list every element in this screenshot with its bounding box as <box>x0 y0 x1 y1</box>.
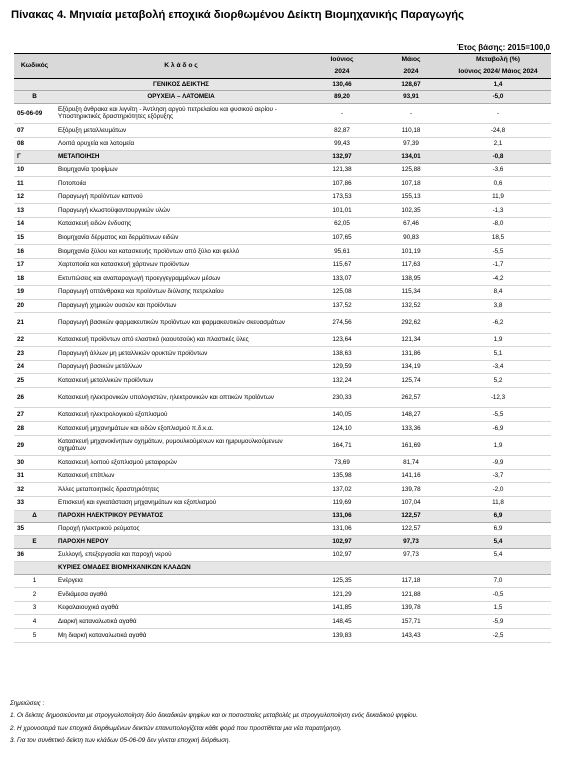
table-row <box>14 333 551 347</box>
row-name: ΠΑΡΟΧΗ ΝΕΡΟΥ <box>55 536 307 548</box>
row-name: Κατασκευή ειδών ένδυσης <box>55 217 307 231</box>
row-code: 36 <box>14 548 55 562</box>
row-may: 122,57 <box>377 510 445 522</box>
row-may: 101,19 <box>377 245 445 259</box>
row-code: 4 <box>14 615 55 629</box>
row-june: 137,52 <box>307 299 377 313</box>
row-code: 5 <box>14 629 55 643</box>
row-may: 117,63 <box>377 258 445 272</box>
row-code: 19 <box>14 285 55 299</box>
row-code: 26 <box>14 387 55 408</box>
row-change: -5,5 <box>445 408 551 422</box>
row-code: 08 <box>14 137 55 151</box>
row-may: 110,18 <box>377 124 445 138</box>
row-change: -0,5 <box>445 588 551 602</box>
row-name: Κατασκευή μεταλλικών προϊόντων <box>55 374 307 388</box>
row-may: 138,95 <box>377 272 445 286</box>
row-june: 141,85 <box>307 601 377 615</box>
table-row <box>14 217 551 231</box>
row-june: 107,65 <box>307 231 377 245</box>
row-may: 139,78 <box>377 483 445 497</box>
table-row <box>14 574 551 588</box>
row-code: 32 <box>14 483 55 497</box>
row-name: Βιομηχανία δέρματος και δερμάτινων ειδών <box>55 231 307 245</box>
row-may: 93,91 <box>377 91 445 103</box>
row-change: -0,8 <box>445 151 551 163</box>
row-change: 1,9 <box>445 333 551 347</box>
row-may: 97,73 <box>377 548 445 562</box>
row-change: -5,9 <box>445 615 551 629</box>
row-code: 24 <box>14 360 55 374</box>
row-may: 117,18 <box>377 574 445 588</box>
row-name: Παραγωγή χημικών ουσιών και προϊόντων <box>55 299 307 313</box>
row-code: 11 <box>14 177 55 191</box>
row-may: 121,34 <box>377 333 445 347</box>
row-may: 148,27 <box>377 408 445 422</box>
table-row-section-e <box>14 536 551 548</box>
table-row <box>14 258 551 272</box>
row-code: 35 <box>14 522 55 536</box>
row-name: Μη διαρκή καταναλωτικά αγαθά <box>55 629 307 643</box>
table-row <box>14 374 551 388</box>
row-name: Κατασκευή επίπλων <box>55 469 307 483</box>
row-code: 13 <box>14 204 55 218</box>
table-row <box>14 285 551 299</box>
row-june: 132,97 <box>307 151 377 163</box>
header-change-title: Μεταβολή (%) <box>445 54 551 67</box>
table-row <box>14 347 551 361</box>
row-june: 131,06 <box>307 510 377 522</box>
footnote-3: 3. Για τον συνθετικό δείκτη των κλάδων 05-06-09 δεν γίνεται εποχική διόρθωση. <box>10 737 231 745</box>
row-change: -6,2 <box>445 313 551 334</box>
row-may: 125,74 <box>377 374 445 388</box>
row-name: Άλλες μεταποιητικές δραστηριότητες <box>55 483 307 497</box>
row-change: -2,0 <box>445 483 551 497</box>
row-code: 16 <box>14 245 55 259</box>
table-row <box>14 435 551 456</box>
row-name: ΠΑΡΟΧΗ ΗΛΕΚΤΡΙΚΟΥ ΡΕΥΜΑΤΟΣ <box>55 510 307 522</box>
table-row <box>14 456 551 470</box>
row-change: -3,7 <box>445 469 551 483</box>
row-may: 292,62 <box>377 313 445 334</box>
row-change: -6,9 <box>445 422 551 436</box>
table-header-row <box>14 54 551 67</box>
row-name: Κεφαλαιουχικά αγαθά <box>55 601 307 615</box>
row-june: 82,87 <box>307 124 377 138</box>
row-change: 11,8 <box>445 496 551 510</box>
row-june: 124,10 <box>307 422 377 436</box>
table-row <box>14 469 551 483</box>
row-name: Κατασκευή ηλεκτρολογικού εξοπλισμού <box>55 408 307 422</box>
row-june: 102,97 <box>307 548 377 562</box>
table-row <box>14 496 551 510</box>
row-may: 97,39 <box>377 137 445 151</box>
row-change: 1,9 <box>445 435 551 456</box>
header-col2-month: Μάιος <box>377 54 445 67</box>
header-col1-year: 2024 <box>307 66 377 79</box>
row-change: -9,9 <box>445 456 551 470</box>
footnotes-heading: Σημειώσεις : <box>10 700 45 707</box>
row-name: Παραγωγή προϊόντων καπνού <box>55 190 307 204</box>
row-may: 121,88 <box>377 588 445 602</box>
row-code: Γ <box>14 151 55 163</box>
row-may: 262,57 <box>377 387 445 408</box>
row-name: Παραγωγή βασικών φαρμακευτικών προϊόντων και φαρμακευτικών σκευασμάτων <box>55 313 307 334</box>
row-june: 164,71 <box>307 435 377 456</box>
table-row-section-d <box>14 510 551 522</box>
row-name: Παροχή ηλεκτρικού ρεύματος <box>55 522 307 536</box>
row-may: 107,18 <box>377 177 445 191</box>
row-code: 23 <box>14 347 55 361</box>
row-june: - <box>307 103 377 124</box>
row-change: - <box>445 103 551 124</box>
table-title: Πίνακας 4. Μηνιαία μεταβολή εποχικά διορθωμένου Δείκτη Βιομηχανικής Παραγωγής <box>11 9 464 21</box>
row-change: -2,5 <box>445 629 551 643</box>
row-may: 134,19 <box>377 360 445 374</box>
row-change: -12,3 <box>445 387 551 408</box>
index-table <box>14 53 551 643</box>
table-row <box>14 245 551 259</box>
row-change: 8,4 <box>445 285 551 299</box>
row-change: 11,9 <box>445 190 551 204</box>
row-name: Συλλογή, επεξεργασία και παροχή νερού <box>55 548 307 562</box>
table-row <box>14 299 551 313</box>
row-code: 25 <box>14 374 55 388</box>
table-row <box>14 387 551 408</box>
table-row <box>14 137 551 151</box>
row-may: 139,78 <box>377 601 445 615</box>
row-name: Διαρκή καταναλωτικά αγαθά <box>55 615 307 629</box>
row-name: Ποτοποιία <box>55 177 307 191</box>
row-may: 102,35 <box>377 204 445 218</box>
table-row <box>14 483 551 497</box>
row-change: -1,3 <box>445 204 551 218</box>
row-may: 133,36 <box>377 422 445 436</box>
row-may: 97,73 <box>377 536 445 548</box>
row-change: 18,5 <box>445 231 551 245</box>
row-code: 1 <box>14 574 55 588</box>
row-may: 90,83 <box>377 231 445 245</box>
row-may: 155,13 <box>377 190 445 204</box>
row-change: -5,0 <box>445 91 551 103</box>
row-june: 119,69 <box>307 496 377 510</box>
row-may: 131,86 <box>377 347 445 361</box>
row-change: 2,1 <box>445 137 551 151</box>
table-row <box>14 422 551 436</box>
row-name: Χαρτοποιία και κατασκευή χάρτινων προϊόντων <box>55 258 307 272</box>
row-may: 141,16 <box>377 469 445 483</box>
row-change: -1,7 <box>445 258 551 272</box>
row-change: 5,4 <box>445 548 551 562</box>
row-june: 139,83 <box>307 629 377 643</box>
row-name: Ενδιάμεσα αγαθά <box>55 588 307 602</box>
table-row <box>14 124 551 138</box>
row-change: 5,2 <box>445 374 551 388</box>
row-may: 107,04 <box>377 496 445 510</box>
row-code: 17 <box>14 258 55 272</box>
table-row-main-groups <box>14 562 551 574</box>
row-name: Βιομηχανία ξύλου και κατασκευής προϊόντων από ξύλο και φελλό <box>55 245 307 259</box>
row-june: 130,46 <box>307 79 377 91</box>
row-june: 89,20 <box>307 91 377 103</box>
row-name: Κατασκευή μηχανημάτων και ειδών εξοπλισμού π.δ.κ.α. <box>55 422 307 436</box>
row-change: -4,2 <box>445 272 551 286</box>
table-row <box>14 548 551 562</box>
row-june: 137,02 <box>307 483 377 497</box>
row-june: 123,64 <box>307 333 377 347</box>
table-row <box>14 204 551 218</box>
table-row <box>14 163 551 177</box>
row-june: 95,61 <box>307 245 377 259</box>
row-change: 0,6 <box>445 177 551 191</box>
row-code: 33 <box>14 496 55 510</box>
row-code: 20 <box>14 299 55 313</box>
row-code <box>14 562 55 574</box>
row-code: 28 <box>14 422 55 436</box>
row-code: 2 <box>14 588 55 602</box>
row-name: ΟΡΥΧΕΙΑ – ΛΑΤΟΜΕΙΑ <box>55 91 307 103</box>
row-may: 143,43 <box>377 629 445 643</box>
base-year-label: Έτος βάσης: 2015=100,0 <box>456 43 550 52</box>
row-code: 27 <box>14 408 55 422</box>
row-june: 125,08 <box>307 285 377 299</box>
row-change: 7,0 <box>445 574 551 588</box>
row-name: Κατασκευή ηλεκτρονικών υπολογιστών, ηλεκτρονικών και οπτικών προϊόντων <box>55 387 307 408</box>
row-june: 173,53 <box>307 190 377 204</box>
row-code <box>14 79 55 91</box>
row-name: Εξόρυξη άνθρακα και λιγνίτη - Άντληση αργού πετρελαίου και φυσικού αερίου - Υποστηρικτικές δραστηριότητες εξόρυξης <box>55 103 307 124</box>
row-code: 12 <box>14 190 55 204</box>
table-row <box>14 103 551 124</box>
row-code: 07 <box>14 124 55 138</box>
row-june <box>307 562 377 574</box>
table-row <box>14 231 551 245</box>
row-code: 22 <box>14 333 55 347</box>
row-name: Παραγωγή κλωστοϋφαντουργικών υλών <box>55 204 307 218</box>
row-may: 134,01 <box>377 151 445 163</box>
row-june: 148,45 <box>307 615 377 629</box>
row-name: Εκτυπώσεις και αναπαραγωγή προεγγεγραμμένων μέσων <box>55 272 307 286</box>
table-row <box>14 360 551 374</box>
row-change: -3,6 <box>445 163 551 177</box>
row-code: 15 <box>14 231 55 245</box>
row-change: 3,8 <box>445 299 551 313</box>
row-change <box>445 562 551 574</box>
row-june: 99,43 <box>307 137 377 151</box>
row-name: Κατασκευή μηχανοκίνητων οχημάτων, ρυμουλκούμενων και ημιρυμουλκούμενων οχημάτων <box>55 435 307 456</box>
row-may: - <box>377 103 445 124</box>
row-code: Β <box>14 91 55 103</box>
row-june: 62,05 <box>307 217 377 231</box>
row-june: 121,38 <box>307 163 377 177</box>
header-sector: Κ λ ά δ ο ς <box>55 54 307 79</box>
row-may <box>377 562 445 574</box>
row-name: Κατασκευή λοιπού εξοπλισμού μεταφορών <box>55 456 307 470</box>
row-code: 3 <box>14 601 55 615</box>
table-row-section-g <box>14 151 551 163</box>
header-col2-year: 2024 <box>377 66 445 79</box>
row-name: Κατασκευή προϊόντων από ελαστικό (καουτσούκ) και πλαστικές ύλες <box>55 333 307 347</box>
table-row <box>14 177 551 191</box>
row-code: 29 <box>14 435 55 456</box>
header-change-sub: Ιούνιος 2024/ Μάιος 2024 <box>445 66 551 79</box>
row-june: 140,05 <box>307 408 377 422</box>
row-name: Παραγωγή οπτάνθρακα και προϊόντων διύλισης πετρελαίου <box>55 285 307 299</box>
row-june: 107,86 <box>307 177 377 191</box>
row-code: 05-06-09 <box>14 103 55 124</box>
row-name: Παραγωγή βασικών μετάλλων <box>55 360 307 374</box>
row-june: 115,67 <box>307 258 377 272</box>
footnote-1: 1. Οι δείκτες δημοσιεύονται με στρογγυλοποίηση δύο δεκαδικών ψηφίων και οι ποσοστιαίες μεταβολές με στρογγυλοποίηση ενός δεκαδικού ψηφίου. <box>10 712 418 720</box>
row-name: ΚΥΡΙΕΣ ΟΜΑΔΕΣ ΒΙΟΜΗΧΑΝΙΚΩΝ ΚΛΑΔΩΝ <box>55 562 307 574</box>
row-code: 31 <box>14 469 55 483</box>
row-june: 135,98 <box>307 469 377 483</box>
row-code: 10 <box>14 163 55 177</box>
row-may: 132,52 <box>377 299 445 313</box>
header-col1-month: Ιούνιος <box>307 54 377 67</box>
row-change: 6,9 <box>445 510 551 522</box>
row-june: 138,63 <box>307 347 377 361</box>
row-change: -3,4 <box>445 360 551 374</box>
table-row <box>14 615 551 629</box>
row-june: 121,29 <box>307 588 377 602</box>
row-code: 14 <box>14 217 55 231</box>
footnote-2: 2. Η χρονοσειρά των εποχικά διορθωμένων δεικτών επανυπολογίζεται κάθε φορά που προστίθεται μια νέα παρατήρηση. <box>10 724 342 732</box>
row-change: 6,9 <box>445 522 551 536</box>
row-june: 129,59 <box>307 360 377 374</box>
row-code: 18 <box>14 272 55 286</box>
row-code: Δ <box>14 510 55 522</box>
header-code: Κωδικός <box>14 54 55 79</box>
row-name: ΜΕΤΑΠΟΙΗΣΗ <box>55 151 307 163</box>
row-name: Επισκευή και εγκατάσταση μηχανημάτων και εξοπλισμού <box>55 496 307 510</box>
row-name: Λοιπά ορυχεία και λατομεία <box>55 137 307 151</box>
row-june: 125,35 <box>307 574 377 588</box>
row-change: 1,5 <box>445 601 551 615</box>
row-june: 274,56 <box>307 313 377 334</box>
row-june: 131,06 <box>307 522 377 536</box>
row-change: 5,4 <box>445 536 551 548</box>
row-june: 102,97 <box>307 536 377 548</box>
row-name: Εξόρυξη μεταλλευμάτων <box>55 124 307 138</box>
row-june: 101,01 <box>307 204 377 218</box>
row-may: 125,88 <box>377 163 445 177</box>
footnotes <box>10 698 418 748</box>
table-row <box>14 522 551 536</box>
table-row-section-b <box>14 91 551 103</box>
row-june: 132,24 <box>307 374 377 388</box>
row-june: 73,69 <box>307 456 377 470</box>
table-row-general-index <box>14 79 551 91</box>
row-name: Βιομηχανία τροφίμων <box>55 163 307 177</box>
table-row <box>14 408 551 422</box>
row-may: 115,34 <box>377 285 445 299</box>
table-row <box>14 313 551 334</box>
row-may: 122,57 <box>377 522 445 536</box>
row-name: ΓΕΝΙΚΟΣ ΔΕΙΚΤΗΣ <box>55 79 307 91</box>
row-code: 21 <box>14 313 55 334</box>
row-change: -24,8 <box>445 124 551 138</box>
row-change: -5,5 <box>445 245 551 259</box>
row-name: Ενέργεια <box>55 574 307 588</box>
table-row <box>14 272 551 286</box>
table-row <box>14 601 551 615</box>
row-may: 67,46 <box>377 217 445 231</box>
row-change: 1,4 <box>445 79 551 91</box>
row-code: 30 <box>14 456 55 470</box>
table-row <box>14 588 551 602</box>
row-june: 230,33 <box>307 387 377 408</box>
row-may: 157,71 <box>377 615 445 629</box>
row-may: 81,74 <box>377 456 445 470</box>
row-change: 5,1 <box>445 347 551 361</box>
table-row <box>14 629 551 643</box>
row-code: Ε <box>14 536 55 548</box>
row-may: 128,67 <box>377 79 445 91</box>
row-change: -8,0 <box>445 217 551 231</box>
table-row <box>14 190 551 204</box>
row-june: 133,07 <box>307 272 377 286</box>
row-name: Παραγωγή άλλων μη μεταλλικών ορυκτών προϊόντων <box>55 347 307 361</box>
row-may: 161,69 <box>377 435 445 456</box>
